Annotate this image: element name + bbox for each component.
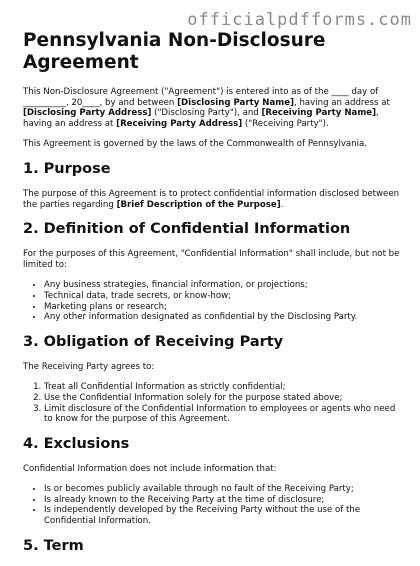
list-item: • Technical data, trade secrets, or know-how;	[44, 291, 401, 302]
list-item: 3. Limit disclosure of the Confidential Information to employees or agents who need to know for the purpose of this Agreement.	[44, 404, 401, 425]
section-heading-obligation: 3. Obligation of Receiving Party	[23, 333, 284, 350]
section-heading-term: 5. Term	[23, 537, 84, 554]
section-heading-exclusions: 4. Exclusions	[23, 435, 130, 452]
document-title: Pennsylvania Non-Disclosure Agreement	[23, 30, 326, 73]
disclosing-party-address-placeholder: [Disclosing Party Address]	[23, 108, 152, 119]
list-item: • Any other information designated as confidential by the Disclosing Party.	[44, 312, 401, 323]
list-item: • Is already known to the Receiving Party at the time of disclosure;	[44, 495, 401, 506]
exclusions-paragraph: Confidential Information does not include information that:	[23, 463, 277, 474]
section-heading-purpose: 1. Purpose	[23, 160, 111, 177]
obligation-list	[23, 382, 401, 424]
disclosing-party-name-placeholder: [Disclosing Party Name]	[177, 97, 294, 108]
section-heading-definition: 2. Definition of Confidential Information	[23, 221, 351, 238]
definition-paragraph: For the purposes of this Agreement, "Confidential Information" shall include, but not be limited to:	[23, 249, 400, 270]
list-item: • Is independently developed by the Receiving Party without the use of the Confidential Information.	[44, 505, 401, 526]
list-item: 1. Treat all Confidential Information as strictly confidential;	[44, 382, 401, 393]
purpose-paragraph	[23, 189, 401, 210]
governing-law-paragraph: This Agreement is governed by the laws of the Commonwealth of Pennsylvania.	[23, 139, 368, 150]
purpose-description-placeholder: [Brief Description of the Purpose]	[116, 199, 281, 210]
intro-text: This Non-Disclosure Agreement ("Agreement") is entered into as of the ____ day of __________, 20____, by and between	[23, 87, 379, 108]
intro-paragraph	[23, 87, 401, 129]
document-body	[23, 30, 401, 566]
list-item: 2. Use the Confidential Information solely for the purpose stated above;	[44, 393, 401, 404]
intro-text: , having an address at	[23, 108, 379, 129]
exclusions-list	[23, 484, 401, 526]
list-item: • Is or becomes publicly available through no fault of the Receiving Party;	[44, 484, 401, 495]
watermark: officialpdfforms.com	[187, 10, 412, 30]
definition-list	[23, 280, 401, 322]
purpose-text: .	[280, 199, 284, 210]
intro-text: ("Receiving Party").	[242, 118, 329, 129]
intro-text: ("Disclosing Party"), and	[151, 108, 262, 119]
list-item: • Any business strategies, financial information, or projections;	[44, 280, 401, 291]
intro-text: , having an address at	[294, 97, 390, 108]
list-item: • Marketing plans or research;	[44, 302, 401, 313]
purpose-text: The purpose of this Agreement is to protect confidential information disclosed between the parties regarding	[23, 188, 400, 210]
obligation-paragraph: The Receiving Party agrees to:	[23, 361, 155, 372]
receiving-party-address-placeholder: [Receiving Party Address]	[116, 118, 243, 129]
receiving-party-name-placeholder: [Receiving Party Name]	[261, 108, 377, 119]
